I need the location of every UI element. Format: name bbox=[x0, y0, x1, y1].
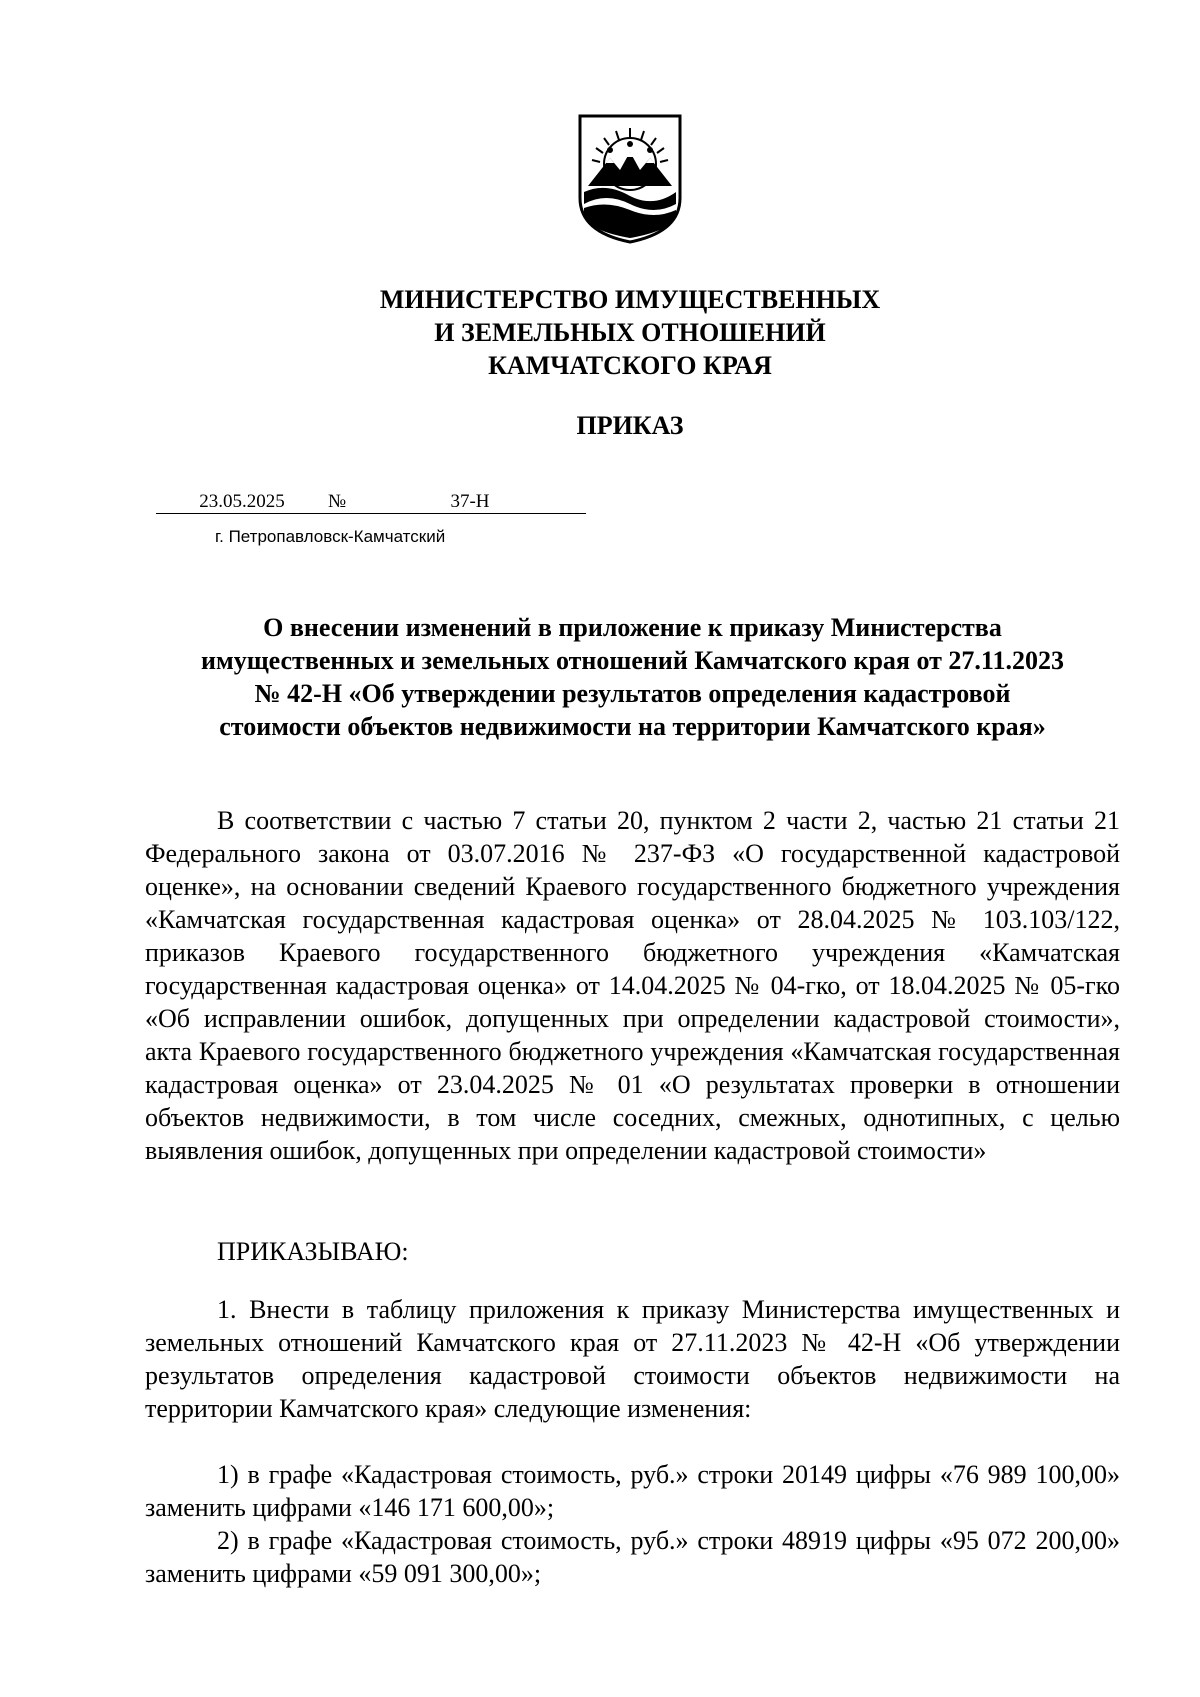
ministry-line: КАМЧАТСКОГО КРАЯ bbox=[488, 351, 772, 380]
item-1-paragraph: 1. Внести в таблицу приложения к приказу Министерства имущественных и земельных отношений Камчатского края от 27.11.2023 № 42-Н «Об утверждении результатов определения кадастровой стоимости объектов недвижимости на территории Камчатского края» следующие изменения: bbox=[145, 1295, 1120, 1423]
sub-item-2: 2) в графе «Кадастровая стоимость, руб.» строки 48919 цифры «95 072 200,00» заменить цифрами «59 091 300,00»; bbox=[145, 1526, 1120, 1588]
document-type: ПРИКАЗ bbox=[576, 411, 684, 440]
ministry-line: И ЗЕМЕЛЬНЫХ ОТНОШЕНИЙ bbox=[434, 318, 826, 347]
ministry-name bbox=[0, 283, 1200, 382]
kamchatka-coat-of-arms-icon bbox=[576, 112, 684, 246]
sub-item-1: 1) в графе «Кадастровая стоимость, руб.» строки 20149 цифры «76 989 100,00» заменить цифрами «146 171 600,00»; bbox=[145, 1460, 1120, 1522]
ministry-line: МИНИСТЕРСТВО ИМУЩЕСТВЕННЫХ bbox=[379, 285, 881, 314]
subject-line: № 42-Н «Об утверждении результатов определения кадастровой bbox=[254, 679, 1011, 708]
order-word: ПРИКАЗЫВАЮ: bbox=[217, 1237, 409, 1266]
preamble-paragraph: В соответствии с частью 7 статьи 20, пунктом 2 части 2, частью 21 статьи 21 Федерального закона от 03.07.2016 № 237-ФЗ «О государственной кадастровой оценке», на основании сведений Краевого государственного бюджетного учреждения «Камчатская государственная кадастровая оценка» от 28.04.2025 № 103.103/122, приказов Краевого государственного бюджетного учреждения «Камчатская государственная кадастровая оценка» от 14.04.2025 № 04-гко, от 18.04.2025 № 05-гко «Об исправлении ошибок, допущенных при определении кадастровой стоимости», акта Краевого государственного бюджетного учреждения «Камчатская государственная кадастровая оценка» от 23.04.2025 № 01 «О результатах проверки в отношении объектов недвижимости, в том числе соседних, смежных, однотипных, с целью выявления ошибок, допущенных при определении кадастровой стоимости» bbox=[145, 806, 1120, 1165]
subject-line: стоимости объектов недвижимости на территории Камчатского края» bbox=[219, 712, 1046, 741]
document-subject bbox=[145, 611, 1120, 743]
document-number: 37-Н bbox=[354, 491, 586, 514]
subject-line: имущественных и земельных отношений Камчатского края от 27.11.2023 bbox=[201, 646, 1064, 675]
subject-line: О внесении изменений в приложение к приказу Министерства bbox=[263, 613, 1002, 642]
document-date: 23.05.2025 bbox=[156, 491, 328, 514]
number-sign: № bbox=[328, 491, 354, 514]
date-number-line bbox=[156, 491, 586, 514]
document-city: г. Петропавловск-Камчатский bbox=[215, 527, 446, 546]
